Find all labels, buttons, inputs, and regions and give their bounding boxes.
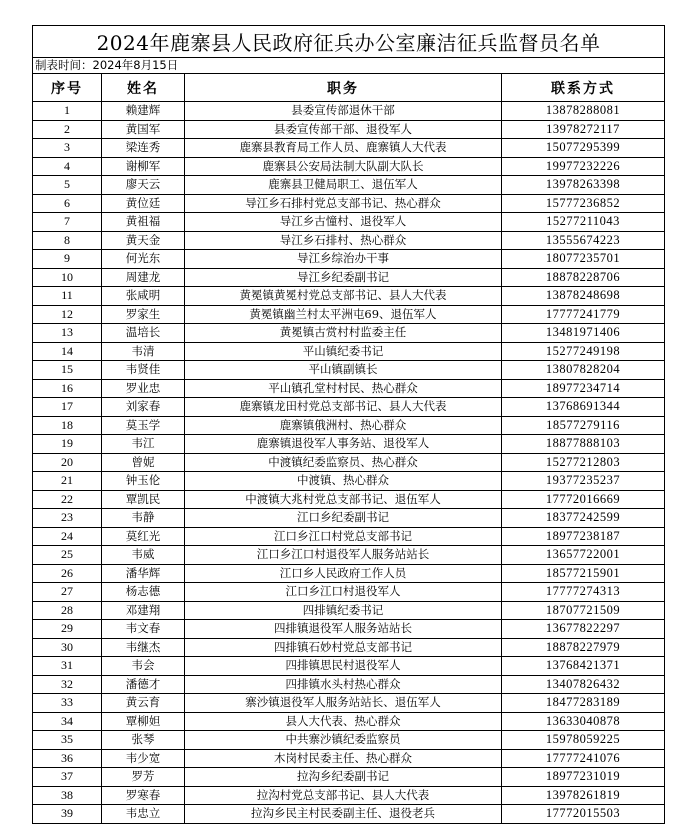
member-name: 韦静 xyxy=(102,509,185,528)
member-name: 钟玉伦 xyxy=(102,472,185,491)
table-row xyxy=(33,657,665,676)
table-row xyxy=(33,583,665,602)
member-position: 中渡镇纪委监察员、热心群众 xyxy=(185,453,502,472)
member-phone: 15277211043 xyxy=(502,213,665,232)
member-position: 中渡镇大兆村党总支部书记、退伍军人 xyxy=(185,490,502,509)
table-row xyxy=(33,712,665,731)
row-index: 26 xyxy=(33,564,102,583)
table-row xyxy=(33,194,665,213)
member-phone: 17772015503 xyxy=(502,805,665,824)
member-position: 江口乡江口村党总支部书记 xyxy=(185,527,502,546)
row-index: 2 xyxy=(33,120,102,139)
row-index: 34 xyxy=(33,712,102,731)
table-row xyxy=(33,564,665,583)
member-phone: 13481971406 xyxy=(502,324,665,343)
member-position: 黄冕镇黄冕村党总支部书记、县人大代表 xyxy=(185,287,502,306)
member-name: 韦会 xyxy=(102,657,185,676)
member-name: 黄祖福 xyxy=(102,213,185,232)
table-row xyxy=(33,435,665,454)
member-name: 梁连秀 xyxy=(102,139,185,158)
member-name: 潘德才 xyxy=(102,675,185,694)
member-name: 邓建翔 xyxy=(102,601,185,620)
row-index: 8 xyxy=(33,231,102,250)
member-position: 中渡镇、热心群众 xyxy=(185,472,502,491)
member-name: 罗家生 xyxy=(102,305,185,324)
row-index: 3 xyxy=(33,139,102,158)
row-index: 10 xyxy=(33,268,102,287)
member-name: 温培长 xyxy=(102,324,185,343)
row-index: 20 xyxy=(33,453,102,472)
member-position: 木岗村民委主任、热心群众 xyxy=(185,749,502,768)
member-phone: 13657722001 xyxy=(502,546,665,565)
member-phone: 17772016669 xyxy=(502,490,665,509)
member-phone: 18577279116 xyxy=(502,416,665,435)
member-position: 四排镇纪委书记 xyxy=(185,601,502,620)
member-name: 黄位廷 xyxy=(102,194,185,213)
row-index: 5 xyxy=(33,176,102,195)
member-name: 韦威 xyxy=(102,546,185,565)
table-body xyxy=(33,102,665,824)
column-header-position: 职务 xyxy=(185,74,502,102)
table-row xyxy=(33,546,665,565)
member-position: 县人大代表、热心群众 xyxy=(185,712,502,731)
row-index: 16 xyxy=(33,379,102,398)
table-row xyxy=(33,675,665,694)
table-row xyxy=(33,620,665,639)
table-row xyxy=(33,768,665,787)
table-row xyxy=(33,694,665,713)
column-header-name: 姓名 xyxy=(102,74,185,102)
column-header-contact: 联系方式 xyxy=(502,74,665,102)
table-row xyxy=(33,453,665,472)
member-phone: 19977232226 xyxy=(502,157,665,176)
member-position: 黄冕镇幽兰村太平洲屯69、退伍军人 xyxy=(185,305,502,324)
member-phone: 13978261819 xyxy=(502,786,665,805)
table-row xyxy=(33,398,665,417)
member-phone: 17777241779 xyxy=(502,305,665,324)
member-phone: 13807828204 xyxy=(502,361,665,380)
member-position: 平山镇纪委书记 xyxy=(185,342,502,361)
member-name: 罗芳 xyxy=(102,768,185,787)
member-position: 县委宣传部退休干部 xyxy=(185,102,502,121)
row-index: 32 xyxy=(33,675,102,694)
member-phone: 13633040878 xyxy=(502,712,665,731)
member-name: 廖天云 xyxy=(102,176,185,195)
table-row xyxy=(33,638,665,657)
member-phone: 18477283189 xyxy=(502,694,665,713)
member-name: 韦贤佳 xyxy=(102,361,185,380)
member-name: 潘华辉 xyxy=(102,564,185,583)
row-index: 21 xyxy=(33,472,102,491)
member-name: 覃柳妲 xyxy=(102,712,185,731)
row-index: 37 xyxy=(33,768,102,787)
member-position: 鹿寨镇退役军人事务站、退役军人 xyxy=(185,435,502,454)
member-position: 拉沟乡民主村民委副主任、退役老兵 xyxy=(185,805,502,824)
page-title: 2024年鹿寨县人民政府征兵办公室廉洁征兵监督员名单 xyxy=(33,26,665,58)
row-index: 28 xyxy=(33,601,102,620)
member-position: 江口乡纪委副书记 xyxy=(185,509,502,528)
table-row xyxy=(33,102,665,121)
row-index: 4 xyxy=(33,157,102,176)
table-date: 制表时间：2024年8月15日 xyxy=(33,58,665,74)
member-name: 莫玉学 xyxy=(102,416,185,435)
row-index: 14 xyxy=(33,342,102,361)
member-position: 四排镇水头村热心群众 xyxy=(185,675,502,694)
member-position: 平山镇副镇长 xyxy=(185,361,502,380)
member-name: 黄天金 xyxy=(102,231,185,250)
member-phone: 18878227979 xyxy=(502,638,665,657)
member-phone: 18877888103 xyxy=(502,435,665,454)
member-phone: 13978272117 xyxy=(502,120,665,139)
member-name: 黄云育 xyxy=(102,694,185,713)
member-phone: 18077235701 xyxy=(502,250,665,269)
member-position: 导江乡纪委副书记 xyxy=(185,268,502,287)
member-position: 导江乡古憧村、退役军人 xyxy=(185,213,502,232)
member-phone: 13677822297 xyxy=(502,620,665,639)
row-index: 17 xyxy=(33,398,102,417)
member-phone: 13555674223 xyxy=(502,231,665,250)
table-row xyxy=(33,139,665,158)
row-index: 31 xyxy=(33,657,102,676)
member-phone: 15077295399 xyxy=(502,139,665,158)
member-name: 何光东 xyxy=(102,250,185,269)
row-index: 9 xyxy=(33,250,102,269)
row-index: 36 xyxy=(33,749,102,768)
member-name: 罗寒春 xyxy=(102,786,185,805)
member-position: 鹿寨县卫健局职工、退伍军人 xyxy=(185,176,502,195)
member-phone: 15777236852 xyxy=(502,194,665,213)
member-position: 鹿寨镇俄洲村、热心群众 xyxy=(185,416,502,435)
table-row xyxy=(33,805,665,824)
member-phone: 17777241076 xyxy=(502,749,665,768)
member-name: 罗业忠 xyxy=(102,379,185,398)
row-index: 39 xyxy=(33,805,102,824)
member-position: 四排镇思民村退役军人 xyxy=(185,657,502,676)
row-index: 11 xyxy=(33,287,102,306)
member-name: 曾妮 xyxy=(102,453,185,472)
table-row xyxy=(33,324,665,343)
member-position: 导江乡石排村党总支部书记、热心群众 xyxy=(185,194,502,213)
row-index: 38 xyxy=(33,786,102,805)
member-phone: 17777274313 xyxy=(502,583,665,602)
row-index: 7 xyxy=(33,213,102,232)
row-index: 24 xyxy=(33,527,102,546)
table-row xyxy=(33,231,665,250)
row-index: 6 xyxy=(33,194,102,213)
row-index: 12 xyxy=(33,305,102,324)
member-position: 四排镇石妙村党总支部书记 xyxy=(185,638,502,657)
member-phone: 15277249198 xyxy=(502,342,665,361)
row-index: 29 xyxy=(33,620,102,639)
member-position: 导江乡综治办干事 xyxy=(185,250,502,269)
row-index: 13 xyxy=(33,324,102,343)
row-index: 30 xyxy=(33,638,102,657)
table-row xyxy=(33,472,665,491)
member-name: 韦江 xyxy=(102,435,185,454)
table-row xyxy=(33,250,665,269)
supervisor-list-sheet xyxy=(32,25,664,824)
row-index: 33 xyxy=(33,694,102,713)
table-row xyxy=(33,305,665,324)
member-phone: 18977231019 xyxy=(502,768,665,787)
table-row xyxy=(33,786,665,805)
member-phone: 18977238187 xyxy=(502,527,665,546)
member-name: 韦继杰 xyxy=(102,638,185,657)
member-phone: 19377235237 xyxy=(502,472,665,491)
row-index: 25 xyxy=(33,546,102,565)
table-row xyxy=(33,509,665,528)
member-name: 刘家春 xyxy=(102,398,185,417)
row-index: 22 xyxy=(33,490,102,509)
member-name: 韦忠立 xyxy=(102,805,185,824)
member-name: 谢柳军 xyxy=(102,157,185,176)
table-row xyxy=(33,731,665,750)
row-index: 19 xyxy=(33,435,102,454)
member-name: 韦清 xyxy=(102,342,185,361)
member-phone: 18377242599 xyxy=(502,509,665,528)
table-row xyxy=(33,416,665,435)
member-name: 张咸明 xyxy=(102,287,185,306)
member-name: 周建龙 xyxy=(102,268,185,287)
member-position: 江口乡人民政府工作人员 xyxy=(185,564,502,583)
row-index: 18 xyxy=(33,416,102,435)
member-name: 韦文春 xyxy=(102,620,185,639)
member-phone: 18977234714 xyxy=(502,379,665,398)
table-row xyxy=(33,176,665,195)
member-position: 鹿寨县教育局工作人员、鹿寨镇人大代表 xyxy=(185,139,502,158)
member-name: 张琴 xyxy=(102,731,185,750)
table-row xyxy=(33,361,665,380)
table-row xyxy=(33,287,665,306)
member-phone: 15277212803 xyxy=(502,453,665,472)
member-position: 县委宣传部干部、退役军人 xyxy=(185,120,502,139)
table-row xyxy=(33,157,665,176)
member-position: 江口乡江口村退役军人服务站站长 xyxy=(185,546,502,565)
member-position: 导江乡石排村、热心群众 xyxy=(185,231,502,250)
member-phone: 13768691344 xyxy=(502,398,665,417)
table-row xyxy=(33,268,665,287)
member-name: 赖建辉 xyxy=(102,102,185,121)
member-position: 江口乡江口村退役军人 xyxy=(185,583,502,602)
member-phone: 13878248698 xyxy=(502,287,665,306)
member-name: 覃凯民 xyxy=(102,490,185,509)
member-name: 杨志德 xyxy=(102,583,185,602)
member-position: 平山镇孔堂村村民、热心群众 xyxy=(185,379,502,398)
member-position: 拉沟乡纪委副书记 xyxy=(185,768,502,787)
member-phone: 13407826432 xyxy=(502,675,665,694)
table-row xyxy=(33,490,665,509)
member-phone: 18707721509 xyxy=(502,601,665,620)
member-phone: 13978263398 xyxy=(502,176,665,195)
member-position: 拉沟村党总支部书记、县人大代表 xyxy=(185,786,502,805)
row-index: 35 xyxy=(33,731,102,750)
member-name: 黄国军 xyxy=(102,120,185,139)
row-index: 23 xyxy=(33,509,102,528)
member-position: 寨沙镇退役军人服务站站长、退伍军人 xyxy=(185,694,502,713)
member-position: 黄冕镇古赏村村监委主任 xyxy=(185,324,502,343)
member-position: 鹿寨县公安局法制大队副大队长 xyxy=(185,157,502,176)
member-phone: 13768421371 xyxy=(502,657,665,676)
member-phone: 18878228706 xyxy=(502,268,665,287)
member-name: 韦少宽 xyxy=(102,749,185,768)
table-row xyxy=(33,342,665,361)
member-phone: 13878288081 xyxy=(502,102,665,121)
column-header-index: 序号 xyxy=(33,74,102,102)
row-index: 27 xyxy=(33,583,102,602)
member-position: 四排镇退役军人服务站站长 xyxy=(185,620,502,639)
row-index: 15 xyxy=(33,361,102,380)
table-row xyxy=(33,601,665,620)
member-phone: 18577215901 xyxy=(502,564,665,583)
table-row xyxy=(33,749,665,768)
member-name: 莫红光 xyxy=(102,527,185,546)
member-position: 中共寨沙镇纪委监察员 xyxy=(185,731,502,750)
table-row xyxy=(33,527,665,546)
member-phone: 15978059225 xyxy=(502,731,665,750)
row-index: 1 xyxy=(33,102,102,121)
table-row xyxy=(33,120,665,139)
table-row xyxy=(33,379,665,398)
supervisor-table xyxy=(32,25,665,824)
member-position: 鹿寨镇龙田村党总支部书记、县人大代表 xyxy=(185,398,502,417)
table-row xyxy=(33,213,665,232)
